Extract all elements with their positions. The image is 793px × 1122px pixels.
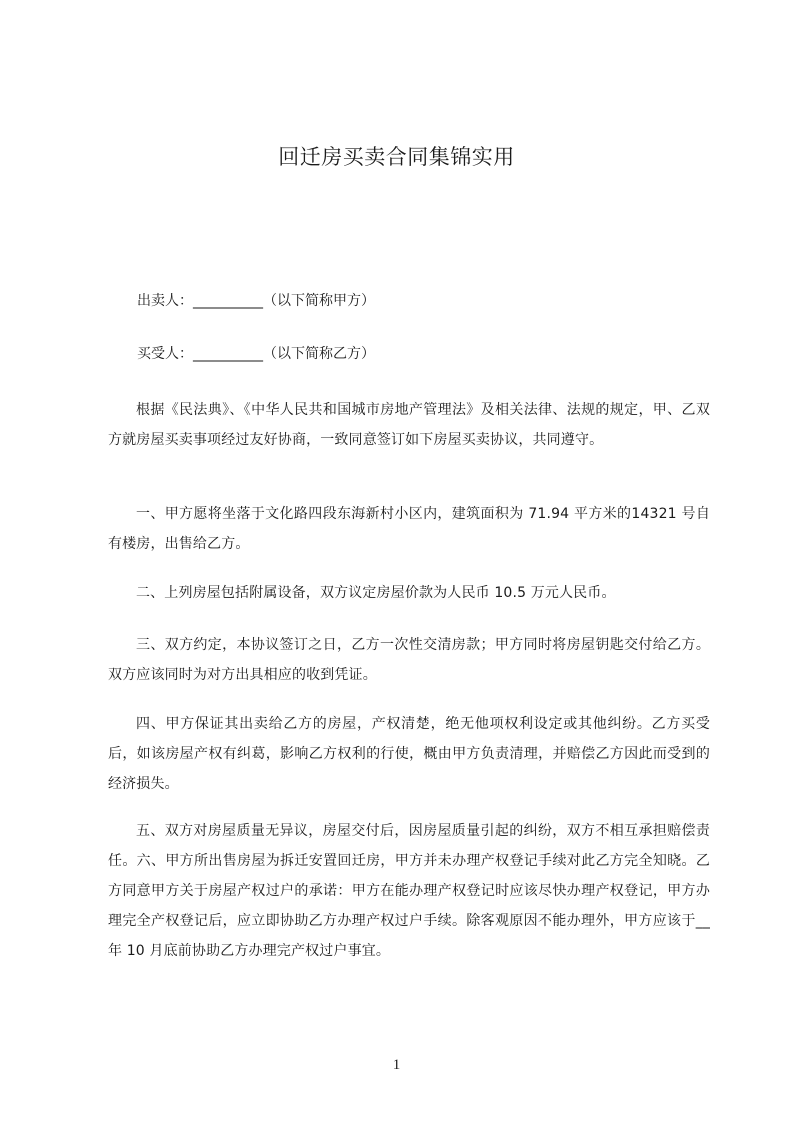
buyer-line: 买受人：__________（以下简称乙方） [137,346,375,362]
page-number: 1 [392,1057,401,1073]
document-title: 回迁房买卖合同集锦实用 [278,145,515,169]
paragraph-clause-4: 四、甲方保证其出卖给乙方的房屋，产权清楚，绝无他项权利设定或其他纠纷。乙方买受后，如该房屋产权有纠葛，影响乙方权利的行使，概由甲方负责清理，并赔偿乙方因此而受到的经济损失。 [108,716,710,792]
paragraph-preamble: 根据《民法典》、《中华人民共和国城市房地产管理法》及相关法律、法规的规定，甲、乙双方就房屋买卖事项经过友好协商，一致同意签订如下房屋买卖协议，共同遵守。 [108,402,710,448]
seller-line: 出卖人：__________（以下简称甲方） [137,293,375,309]
paragraph-clause-2: 二、上列房屋包括附属设备，双方议定房屋价款为人民币 10.5 万元人民币。 [136,585,616,601]
paragraph-clause-5-6: 五、双方对房屋质量无异议，房屋交付后，因房屋质量引起的纠纷，双方不相互承担赔偿责任。六、甲方所出售房屋为拆迁安置回迁房，甲方并未办理产权登记手续对此乙方完全知晓。乙方同意甲方关于房屋产权过户的承诺：甲方在能办理产权登记时应该尽快办理产权登记，甲方办理完全产权登记后，应立即协助乙方办理产权过户手续。除客观原因不能办理外，甲方应该于__年 10 月底前协助乙方办理完产权过户事宜。 [108,823,710,959]
paragraph-clause-3: 三、双方约定，本协议签订之日，乙方一次性交清房款；甲方同时将房屋钥匙交付给乙方。双方应该同时为对方出具相应的收到凭证。 [108,637,710,683]
paragraph-clause-1: 一、甲方愿将坐落于文化路四段东海新村小区内，建筑面积为 71.94 平方米的14321 号自有楼房，出售给乙方。 [108,506,710,552]
